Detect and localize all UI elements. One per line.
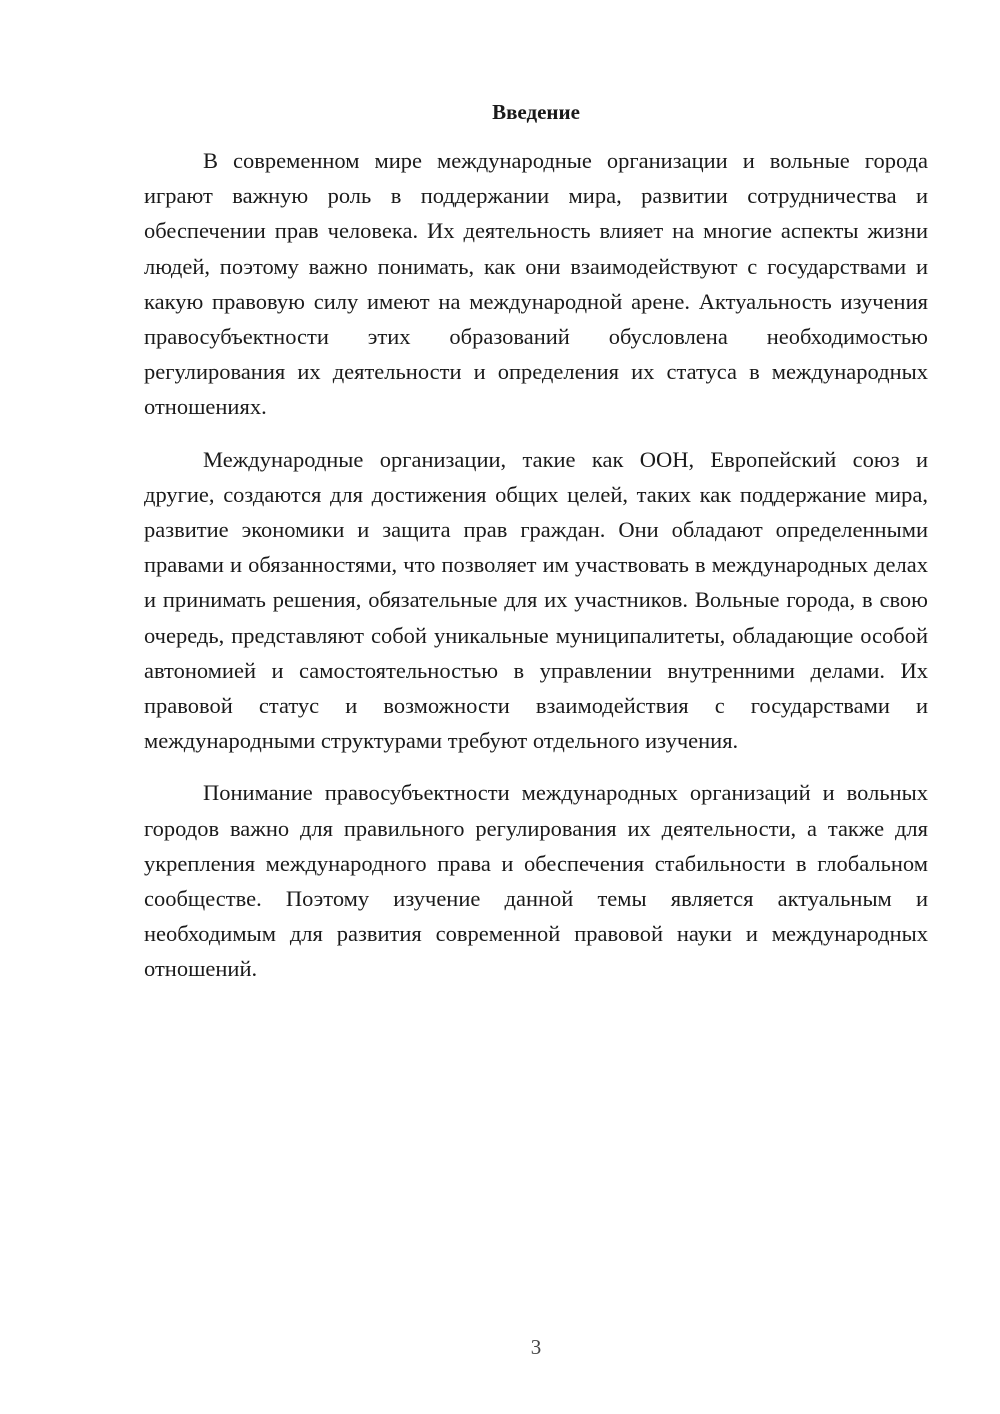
paragraph-3: Понимание правосубъектности международных организаций и вольных городов важно для правильного регулирования их деятельности, а также для укрепления международного права и обеспечения стабильности в глобальном сообществе. Поэтому изучение данной темы является актуальным и необходимым для развития современной правовой науки и международных отношений.: [144, 780, 928, 982]
page-title: Введение: [492, 100, 580, 124]
paragraph-1: В современном мире международные организации и вольные города играют важную роль в поддержании мира, развитии сотрудничества и обеспечении прав человека. Их деятельность влияет на многие аспекты жизни людей, поэтому важно понимать, как они взаимодействуют с государствами и какую правовую силу имеют на международной арене. Актуальность изучения правосубъектности этих образований обусловлена необходимостью регулирования их деятельности и определения их статуса в международных отношениях.: [144, 148, 928, 420]
page-number: 3: [530, 1335, 542, 1359]
document-body: [144, 143, 928, 1004]
paragraph-2: Международные организации, такие как ООН, Европейский союз и другие, создаются для достижения общих целей, таких как поддержание мира, развитие экономики и защита прав граждан. Они обладают определенными правами и обязанностями, что позволяет им участвовать в международных делах и принимать решения, обязательные для их участников. Вольные города, в свою очередь, представляют собой уникальные муниципалитеты, обладающие особой автономией и самостоятельностью в управлении внутренними делами. Их правовой статус и возможности взаимодействия с государствами и международными структурами требуют отдельного изучения.: [144, 446, 928, 754]
